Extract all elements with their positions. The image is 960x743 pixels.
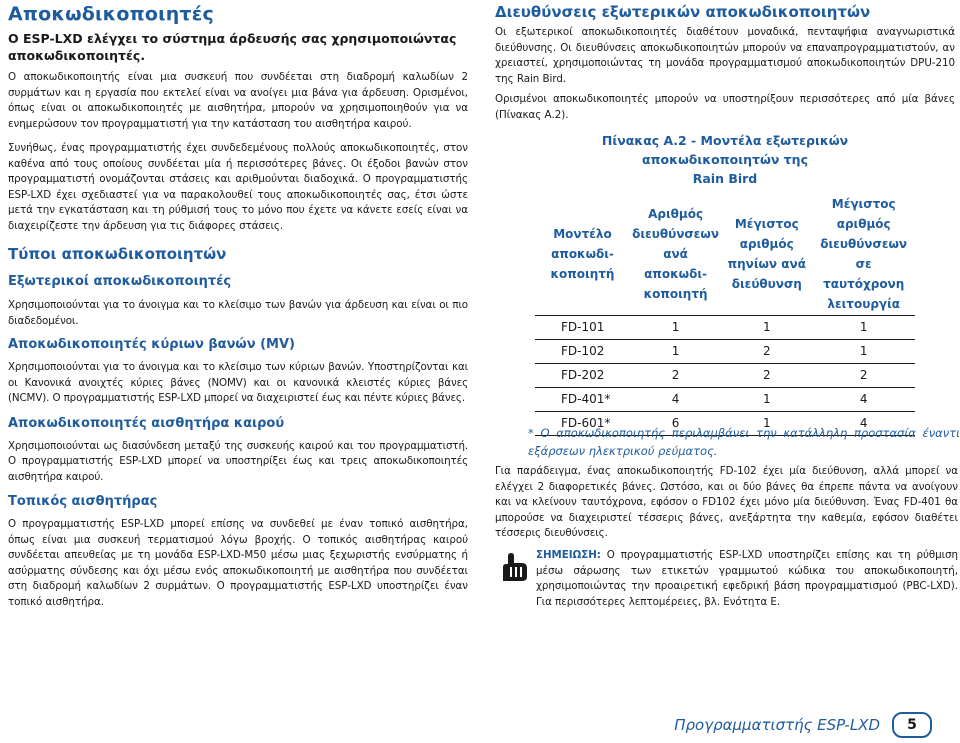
table-cell: FD-401*: [535, 387, 630, 411]
table-footnote: * Ο αποκωδικοποιητής περιλαμβάνει την κατάλληλη προστασία έναντι εξάρσεων ηλεκτρικού ρεύματος.: [528, 426, 960, 458]
right-column: [495, 3, 955, 123]
table-title: Πίνακας Α.2 - Μοντέλα εξωτερικών αποκωδικοποιητών της Rain Bird: [601, 133, 849, 186]
local-sensor-heading: Τοπικός αισθητήρας: [8, 494, 158, 509]
master-valve-text: Χρησιμοποιούνται για το άνοιγμα και το κλείσιμο των κύριων βανών. Υποστηρίζονται και οι Κανονικά ανοιχτές κύριες βάνες (NOMV) και οι κανονικά κλειστές κύριες βάνες (NCMV). Ο προγραμματιστής ESP-LXD μπορεί να διαχειριστεί έως και πέντε κύριες βάνες.: [8, 361, 468, 404]
weather-sensor-heading: Αποκωδικοποιητές αισθητήρα καιρού: [8, 415, 285, 431]
external-addresses-heading: Διευθύνσεις εξωτερικών αποκωδικοποιητών: [495, 3, 871, 21]
decoder-types-heading: Τύποι αποκωδικοποιητών: [8, 245, 227, 263]
page-title: Αποκωδικοποιητές: [8, 3, 214, 25]
external-decoders-text: Χρησιμοποιούνται για το άνοιγμα και το κλείσιμο των βανών για άρδευση και είναι οι πιο διαδεδομένοι.: [8, 299, 468, 327]
table-cell: FD-102: [535, 339, 630, 363]
table-row: [535, 339, 915, 363]
table-header: Μέγιστος αριθμός πηνίων ανά διεύθυνση: [721, 193, 812, 315]
table-cell: 2: [721, 339, 812, 363]
table-row: [535, 315, 915, 339]
local-sensor-text: Ο προγραμματιστής ESP-LXD μπορεί επίσης να συνδεθεί με έναν τοπικό αισθητήρα, όπως είναι μια συσκευή τερματισμού λόγω βροχής. Ο τοπικός αισθητήρας καιρού συνδέεται απευθείας με τη μονάδα ESP-LXD-M50 μέσω μιας ξεχωριστής ενσύρματης ή ασύρματης σύνδεσης και όχι μέσω ενός αποκωδικοποιητή με αισθητήρα που συνδέεται στη διαδρομή καλωδίων 2 συρμάτων. Ο προγραμματιστής ESP-LXD υποστηρίζει έναν τοπικό αισθητήρα.: [8, 518, 468, 608]
table-row: [535, 387, 915, 411]
table-header: Αριθμός διευθύνσεων ανά αποκωδι-κοποιητή: [630, 193, 721, 315]
intro-paragraph: Ο αποκωδικοποιητής είναι μια συσκευή που συνδέεται στη διαδρομή καλωδίων 2 συρμάτων και η εργασία που εκτελεί είναι να ανοίγει μια βάνα για άρδευση. Ορισμένοι, όπως είναι οι αποκωδικοποιητές με αισθητήρα, μπορούν να χρησιμοποιηθούν για να ενημερώσουν τον προγραμματιστή για την κατάσταση του αισθητήρα καιρού.: [8, 71, 468, 130]
table-cell: 1: [630, 339, 721, 363]
table-header: Μοντέλο αποκωδι-κοποιητή: [535, 193, 630, 315]
hand-note-icon: [500, 551, 530, 583]
table-cell: 1: [812, 339, 915, 363]
example-paragraph: Για παράδειγμα, ένας αποκωδικοποιητής FD-102 έχει μία διεύθυνση, αλλά μπορεί να ελέγχει 2 διαφορετικές βάνες. Ωστόσο, και οι δύο βάνες θα έπρεπε πάντα να ανοίγουν και να κλείνουν ταυτόχρονα, εφόσον ο FD102 έχει μόνο μία διεύθυνση. Ένας FD-401 θα μπορούσε να διαχειριστεί τέσσερις βάνες, ανεξάρτητα την καθεμία, εφόσον διαθέτει τέσσερις διευθύνσεις.: [495, 465, 958, 539]
table-cell: 2: [630, 363, 721, 387]
table-row: [535, 363, 915, 387]
table-cell: 1: [812, 315, 915, 339]
addresses-paragraph: Οι εξωτερικοί αποκωδικοποιητές διαθέτουν μοναδικά, πενταψήφια αναγνωριστικά διεύθυνσης. Οι διευθύνσεις αποκωδικοποιητών μπορούν να επαναπρογραμματιστούν, αν χρειαστεί, χρησιμοποιώντας τη μονάδα προγραμματισμού αποκωδικοποιητών DPU-210 της Rain Bird.: [495, 26, 955, 85]
master-valve-heading: Αποκωδικοποιητές κύριων βανών (MV): [8, 337, 295, 352]
controller-paragraph: Συνήθως, ένας προγραμματιστής έχει συνδεδεμένους πολλούς αποκωδικοποιητές, στον καθένα από τους οποίους συνδέεται μία ή περισσότερες βάνες. Οι έξοδοι βανών στον προγραμματιστή ονομάζονται στάσεις και αριθμούνται διαδοχικά. Ο προγραμματιστής ESP-LXD έχει σχεδιαστεί για να παρακολουθεί τους αποκωδικοποιητές σας, έτσι ώστε μετά την εγκατάσταση και τη ρύθμισή τους το μόνο που έχετε να κάνετε εσείς είναι να διαχειρίζεστε την άρδευση για τις διάφορες στάσεις.: [8, 142, 468, 232]
table-cell: FD-601*: [535, 411, 630, 435]
decoder-models-table: [535, 193, 915, 436]
table-cell: 6: [630, 411, 721, 435]
table-cell: 2: [721, 363, 812, 387]
table-cell: 4: [812, 411, 915, 435]
page-footer: [674, 712, 932, 738]
table-cell: 1: [630, 315, 721, 339]
table-cell: 1: [721, 387, 812, 411]
table-cell: FD-202: [535, 363, 630, 387]
table-cell: 2: [812, 363, 915, 387]
footer-title: Προγραμματιστής ESP-LXD: [674, 716, 880, 734]
note-text: Ο προγραμματιστής ESP-LXD υποστηρίζει επίσης και τη ρύθμιση μέσω σάρωσης των ετικετών γραμμωτού κώδικα του αποκωδικοποιητή, χρησιμοποιώντας την προαιρετική εφεδρική βάση προγραμματισμού (PBC-LXD). Για περισσότερες λεπτομέρειες, βλ. Ενότητα Ε.: [536, 549, 958, 608]
table-header-row: [535, 193, 915, 315]
weather-sensor-text: Χρησιμοποιούνται ως διασύνδεση μεταξύ της συσκευής καιρού και του προγραμματιστή. Ο προγραμματιστής ESP-LXD μπορεί να υποστηρίξει έως και τρεις αποκωδικοποιητές αισθητήρα καιρού.: [8, 439, 468, 483]
table-cell: 1: [721, 411, 812, 435]
table-cell: 4: [630, 387, 721, 411]
table-cell: 1: [721, 315, 812, 339]
table-cell: FD-101: [535, 315, 630, 339]
decoder-models-table-block: [535, 131, 915, 436]
multi-valve-paragraph: Ορισμένοι αποκωδικοποιητές μπορούν να υποστηρίξουν περισσότερες από μία βάνες (Πίνακας Α.2).: [495, 93, 955, 121]
note-label: ΣΗΜΕΙΩΣΗ:: [536, 549, 601, 561]
table-header: Μέγιστος αριθμός διευθύνσεων σε ταυτόχρονη λειτουργία: [812, 193, 915, 315]
note-block: [536, 548, 958, 610]
external-decoders-heading: Εξωτερικοί αποκωδικοποιητές: [8, 274, 232, 289]
page-number: 5: [892, 712, 932, 738]
table-cell: 4: [812, 387, 915, 411]
left-column: [8, 3, 468, 610]
intro-subtitle: Ο ESP-LXD ελέγχει το σύστημα άρδευσής σας χρησιμοποιώντας αποκωδικοποιητές.: [8, 31, 457, 63]
